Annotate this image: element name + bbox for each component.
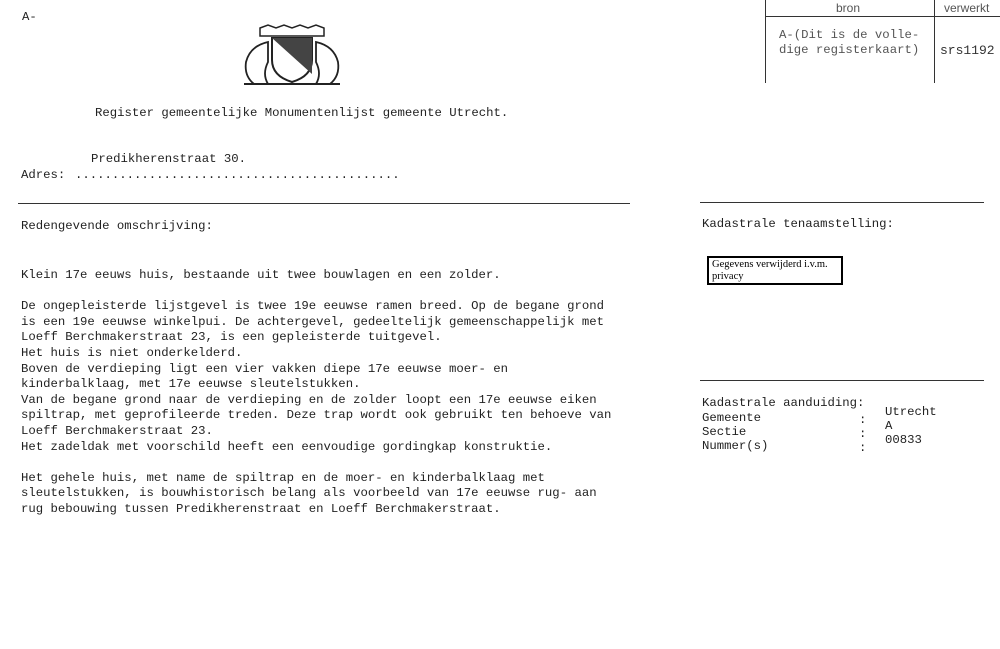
page-title: Register gemeentelijke Monumentenlijst gemeente Utrecht. — [95, 106, 509, 120]
processed-header: verwerkt — [944, 1, 990, 15]
cadastral-separators: : : : — [859, 413, 867, 455]
address-label: Adres: — [21, 168, 66, 182]
cadastral-labels: Gemeente Sectie Nummer(s) — [702, 411, 769, 453]
corner-mark: A- — [22, 10, 37, 24]
coat-of-arms-icon — [238, 24, 346, 88]
processed-value: srs1192 — [940, 43, 995, 58]
source-header: bron — [836, 1, 861, 15]
cadastral-owner-heading: Kadastrale tenaamstelling: — [702, 217, 894, 231]
description-text: Klein 17e eeuws huis, bestaande uit twee bouwlagen en een zolder. De ongepleisterde lijstgevel is twee 19e eeuwse ramen breed. Op de begane grond is een 19e eeuwse winkelpui. De achtergevel, gedeeltelijk gemeenschappelijk met Loeff Berchmakerstraat 23, is een gepleisterde tuitgevel. Het huis is niet onderkelderd. Boven de verdieping ligt een vier vakken diepe 17e eeuwse moer- en kinderbalklaag, met 17e eeuwse sleutelstukken. Van de begane grond naar de verdieping en de zolder loopt een 17e eeuwse eiken spiltrap, met geprofileerde treden. Deze trap wordt ook gebruikt ten behoeve van Loeff Berchmakerstraat 23. Het zadeldak met voorschild heeft een eenvoudige gordingkap konstruktie. Het gehele huis, met name de spiltrap en de moer- en kinderbalklaag met sleutelstukken, is bouwhistorisch belang als voorbeeld van 17e eeuwse rug- aan rug bebouwing tussen Predikherenstraat en Loeff Berchmakerstraat. — [21, 268, 612, 516]
source-text: A-(Dit is de volle- dige registerkaart) — [779, 28, 920, 57]
cadastral-values: Utrecht A 00833 — [885, 405, 937, 447]
address-value: Predikherenstraat 30. — [91, 152, 246, 166]
cadastral-heading: Kadastrale aanduiding: — [702, 396, 865, 410]
description-heading: Redengevende omschrijving: — [21, 219, 213, 233]
privacy-note: Gegevens verwijderd i.v.m. privacy — [707, 256, 843, 285]
address-dots: ............................................ — [75, 168, 400, 182]
